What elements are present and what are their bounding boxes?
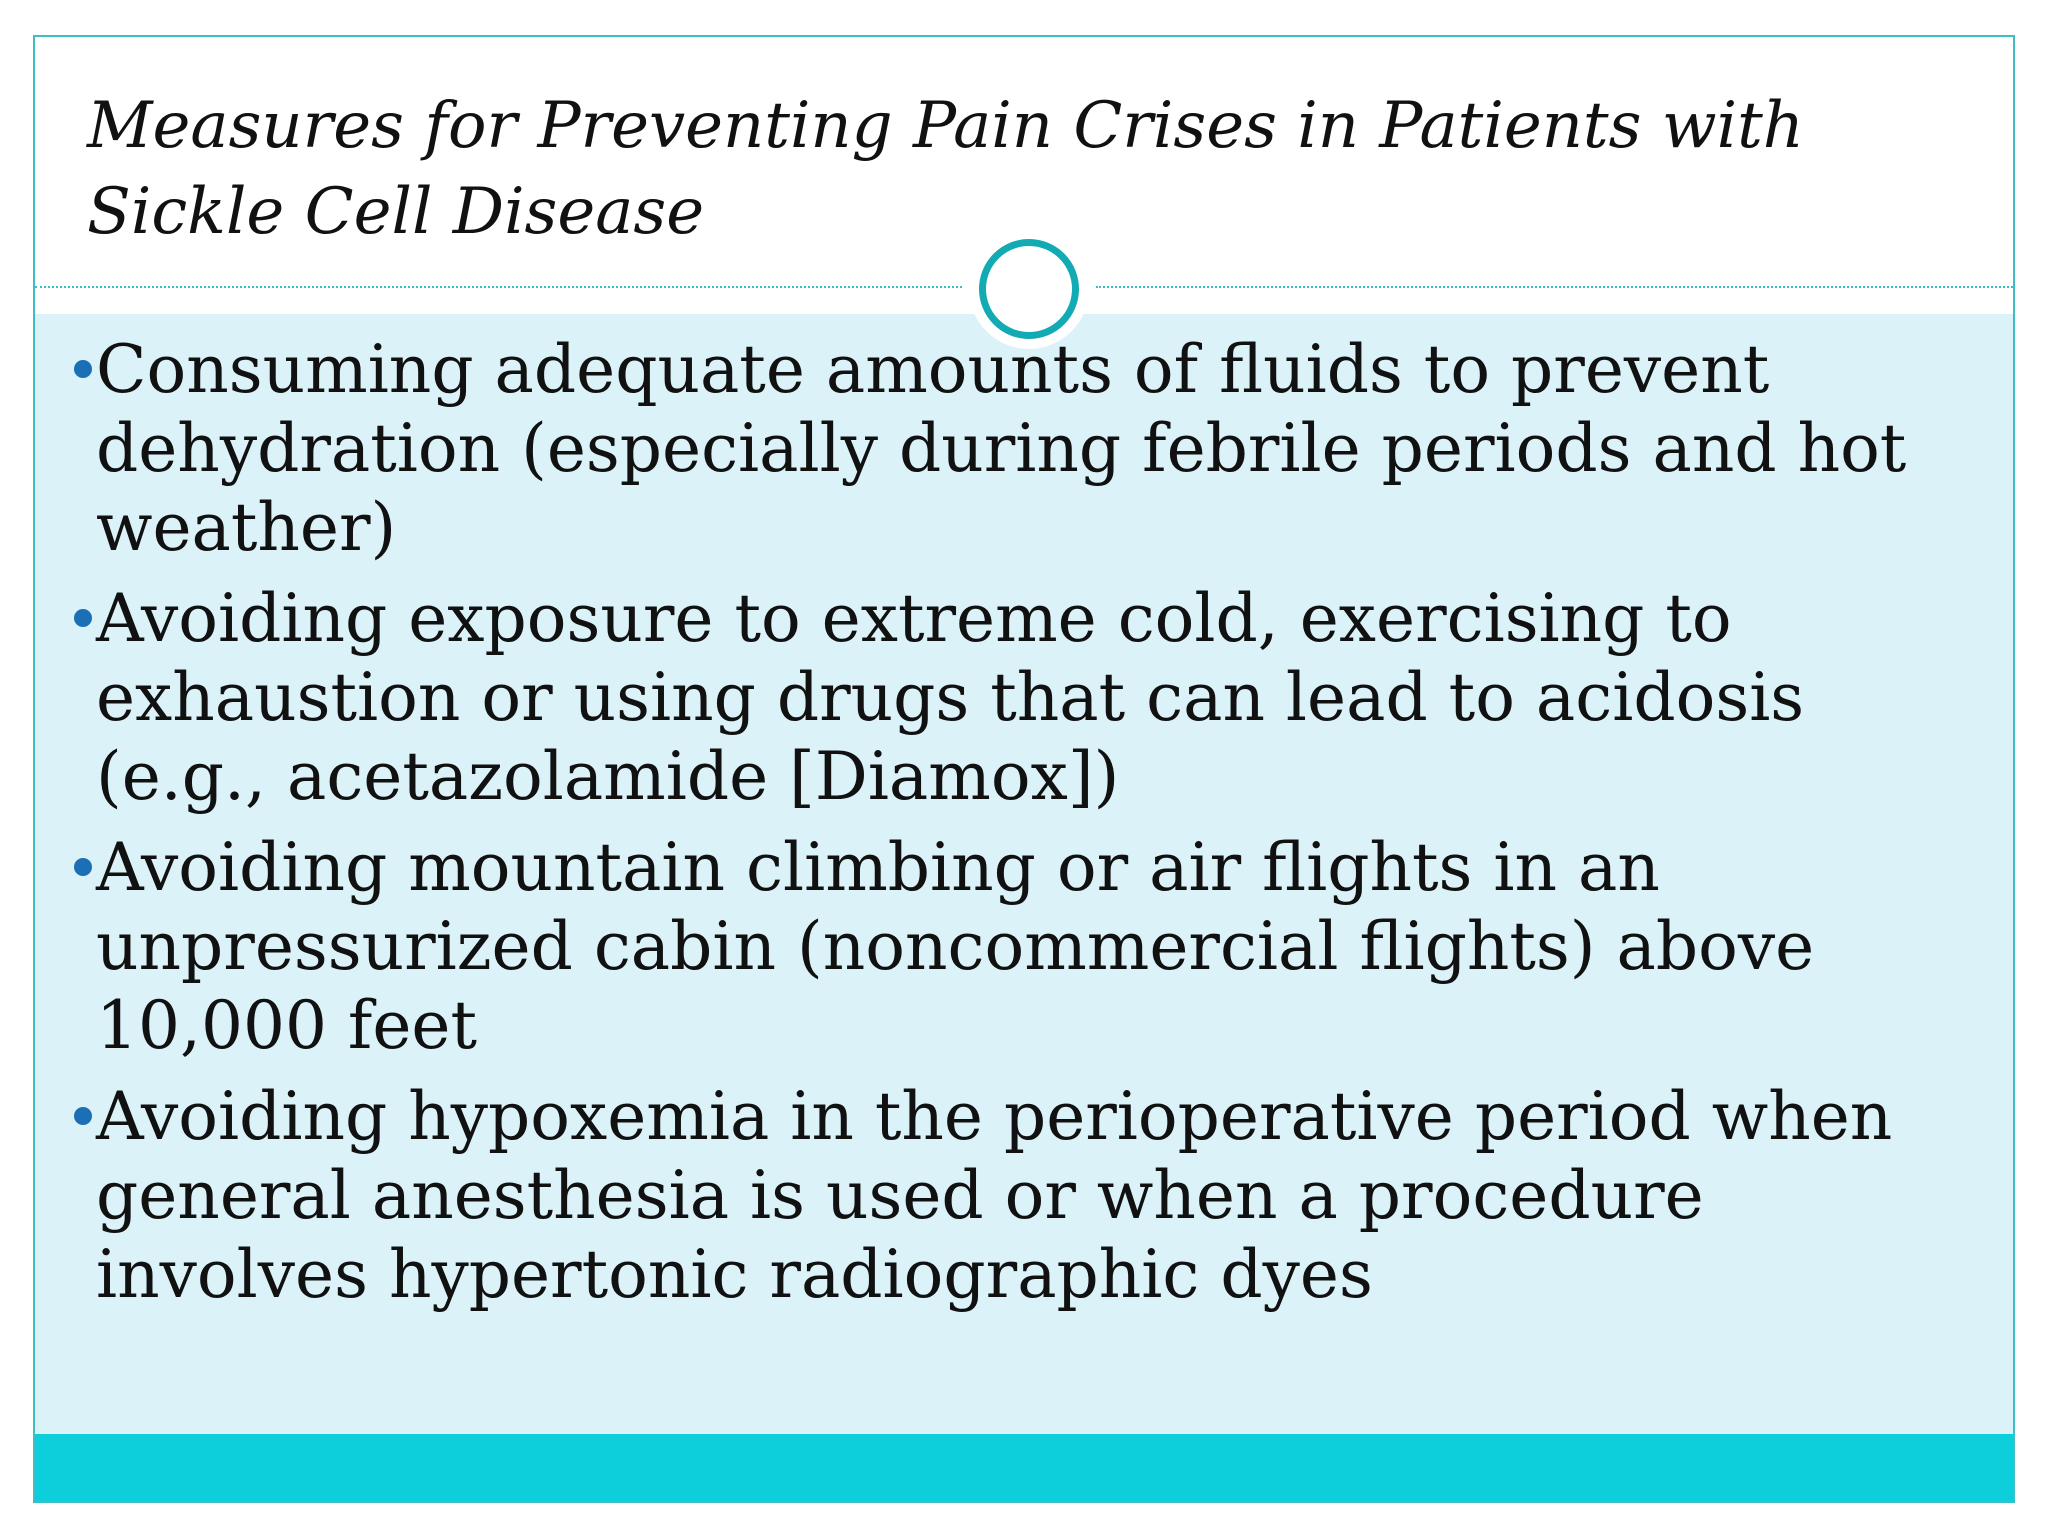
list-item <box>96 579 1966 816</box>
list-item <box>96 330 1966 567</box>
bullet-text: Avoiding hypoxemia in the perioperative period when general anesthesia is used or when a procedure involves hypertonic radiographic dyes <box>96 1078 1893 1313</box>
bullet-dot-icon <box>74 609 92 627</box>
slide-title: Measures for Preventing Pain Crises in Patients with Sickle Cell Disease <box>87 89 1804 249</box>
title-divider-left <box>35 286 962 288</box>
bullet-text: Avoiding exposure to extreme cold, exercising to exhaustion or using drugs that can lead to acidosis (e.g., acetazolamide [Diamox]) <box>96 580 1805 815</box>
list-item <box>96 828 1966 1065</box>
bullet-text: Avoiding mountain climbing or air flights in an unpressurized cabin (noncommercial flights) above 10,000 feet <box>96 829 1815 1064</box>
footer-bar <box>35 1434 2013 1503</box>
bullet-dot-icon <box>74 1107 92 1125</box>
bullet-dot-icon <box>74 858 92 876</box>
list-item <box>96 1077 1966 1314</box>
bullet-text: Consuming adequate amounts of fluids to prevent dehydration (especially during febrile periods and hot weather) <box>96 331 1907 566</box>
divider-circle-icon <box>979 239 1079 339</box>
bullet-dot-icon <box>74 360 92 378</box>
title-divider-right <box>1096 286 2015 288</box>
bullet-list <box>96 330 1966 1326</box>
